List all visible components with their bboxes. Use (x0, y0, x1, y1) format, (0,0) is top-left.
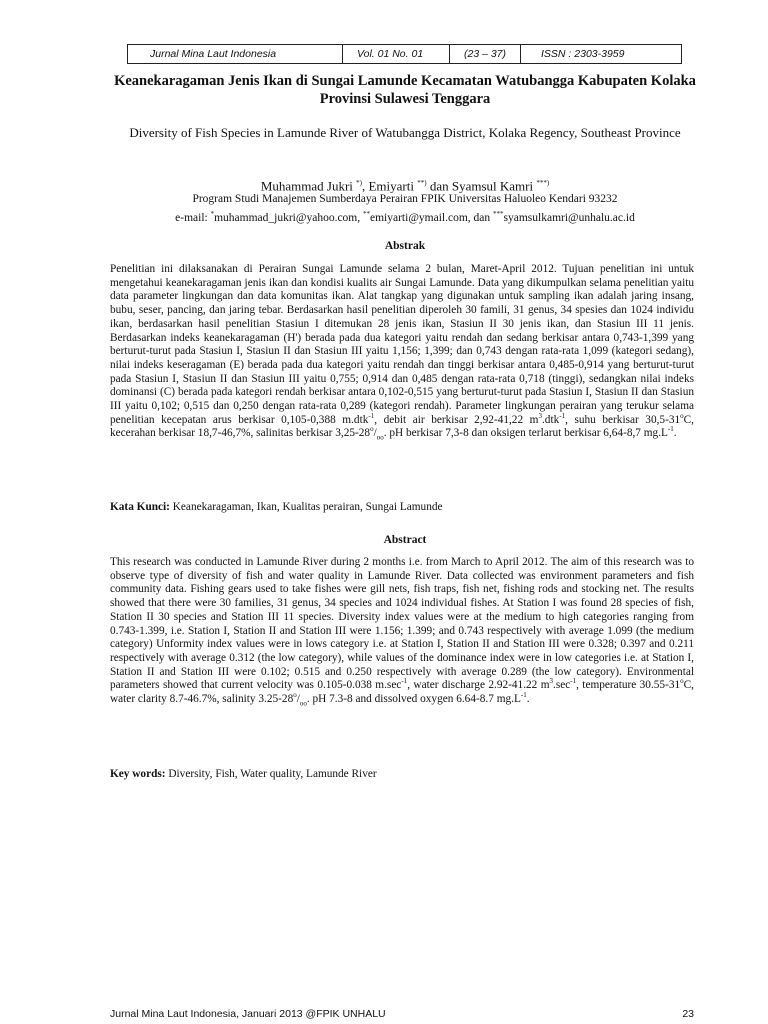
abstrak-text: . pH berkisar 7,3-8 dan oksigen terlarut berkisar 6,64-8,7 mg.L (383, 427, 668, 440)
abstrak-body (110, 263, 694, 441)
key-words (110, 767, 694, 781)
abstrak-text: , suhu berkisar 30,5-31 (565, 413, 681, 426)
email-marker: ** (363, 210, 370, 218)
email-prefix: e-mail: (175, 211, 211, 224)
author-name: Muhammad Jukri (260, 178, 353, 194)
abstract-text: .sec (553, 679, 571, 692)
abstract-sup: -1 (401, 677, 408, 686)
abstract-text: This research was conducted in Lamunde River during 2 months i.e. from March to April 2012. The aim of this research was to observe type of diversity of fish and water quality in Lamunde River. Data collected was environment parameters and fish community data. Fishing gears used to take fishes were gill nets, fish traps, fish net, fishing rods and stocking net. The results showed that there were 30 families, 31 genus, 34 species and 1024 individual fishes. At Station I was found 28 species of fish, Station II 30 species and Station III 11 species. Diversity index values were at the medium to high categories ranging from 0.743-1.399, i.e. Station I, Station II and Station III were 1.156; 1.399; and 0.743 respectively with average 1.099 (the medium category) Unformity index values were in lows category i.e. at Station I, Station II and Station III were 0.328; 0.397 and 0.211 respectively with average 0.312 (the low category), while values of the dominance index were in low categories i.e. at Station I, Station II and Station III were 0.102; 0.515 and 0.250 respectively with average 0.289 (the low category). Environmental parameters showed that current velocity was 0.105-0.038 m.sec (110, 556, 694, 692)
abstract-sub: oo (299, 699, 307, 708)
kata-kunci-text: Keanekaragaman, Ikan, Kualitas perairan, Sungai Lamunde (169, 501, 443, 513)
abstract-text: , water discharge 2.92-41.22 m (407, 679, 550, 692)
abstrak-sup: o (680, 411, 684, 420)
journal-header-table (127, 44, 682, 64)
email-address: syamsulkamri@unhalu.ac.id (503, 211, 635, 224)
abstrak-text: . (673, 427, 677, 440)
key-words-label: Key words: (110, 768, 166, 780)
abstract-text: . (526, 693, 530, 706)
key-words-text: Diversity, Fish, Water quality, Lamunde River (165, 768, 377, 780)
abstract-sup: o (293, 691, 297, 700)
abstract-sup: o (680, 677, 684, 686)
abstrak-sub: oo (376, 433, 384, 442)
journal-volume: Vol. 01 No. 01 (343, 45, 450, 64)
kata-kunci (110, 500, 694, 514)
abstract-body (110, 556, 694, 707)
abstract-text: , temperature 30.55-31 (576, 679, 681, 692)
abstrak-sup: -1 (368, 411, 375, 420)
email-address: muhammad_jukri@yahoo.com, (214, 211, 363, 224)
kata-kunci-label: Kata Kunci: (110, 501, 170, 513)
affiliation: Program Studi Manajemen Sumberdaya Perairan FPIK Universitas Haluoleo Kendari 93232 (192, 193, 618, 205)
abstract-sup: -1 (520, 691, 527, 700)
abstract-text: / (296, 693, 300, 706)
abstract-text: C, water clarity 8.7-46.7%, salinity 3.25-28 (110, 679, 694, 706)
abstract-heading: Abstract (383, 534, 427, 546)
page-footer: Jurnal Mina Laut Indonesia, Januari 2013 @FPIK UNHALU (110, 1008, 386, 1020)
abstract-sup: 3 (549, 677, 553, 686)
journal-pages: (23 – 37) (450, 45, 521, 64)
abstrak-sup: -1 (559, 411, 566, 420)
journal-name: Jurnal Mina Laut Indonesia (128, 45, 343, 64)
abstrak-sup: 3 (538, 411, 542, 420)
email-address: emiyarti@ymail.com, dan (370, 211, 494, 224)
author-marker: *) (356, 179, 362, 187)
author-marker: **) (417, 179, 427, 187)
paper-title-english: Diversity of Fish Species in Lamunde River of Watubangga District, Kolaka Regency, Southeast Province (129, 125, 681, 140)
email-marker: * (210, 210, 215, 218)
abstrak-heading: Abstrak (384, 240, 426, 252)
paper-title-indonesian: Keanekaragaman Jenis Ikan di Sungai Lamunde Kecamatan Watubangga Kabupaten Kolaka Provinsi Sulawesi Tenggara (114, 73, 696, 107)
abstract-text: . pH 7.3-8 and dissolved oxygen 6.64-8.7 mg.L (306, 693, 521, 706)
abstrak-text: , debit air berkisar 2,92-41,22 m (374, 413, 539, 426)
abstrak-text: .dtk (541, 413, 560, 426)
author-marker: ***) (536, 179, 550, 187)
abstrak-sup: -1 (667, 425, 674, 434)
abstrak-sup: o (370, 425, 374, 434)
author-name: , Emiyarti (361, 178, 414, 194)
author-name: dan Syamsul Kamri (426, 178, 534, 194)
email-line (110, 207, 700, 225)
abstrak-text: / (373, 427, 377, 440)
abstrak-text: Penelitian ini dilaksanakan di Perairan Sungai Lamunde selama 2 bulan, Maret-April 2012. Tujuan penelitian ini untuk mengetahui keanekaragaman jenis ikan dan kondisi kualits air Sungai Lamunde. Data yang dikumpulkan selama penelitian yaitu data parameter lingkungan dan data komunitas ikan. Alat tangkap yang digunakan untuk sampling ikan adalah jaring insang, bubu, seser, pancing, dan jaring tebar. Berdasarkan hasil penelitian diperoleh 30 famili, 31 genus, 34 spesies dan 1024 individu ikan, berdasarkan hasil penelitian Stasiun I ditemukan 28 jenis ikan, Stasiun II 30 jenis ikan, dan Stasiun III 11 jenis. Berdasarkan indeks keanekaragaman (H') berada pada dua kategori yaitu rendah dan sedang berkisar antara 0,743-1,399 yang berturut-turut pada Stasiun I, Stasiun II dan Stasiun III yaitu 1,156; 1,399; dan 0,743 dengan rata-rata 1,099 (kategori sedang), nilai indeks keseragaman (E) berada pada dua kategori yaitu rendah dan tinggi berkisar antara 0,485-0,914 yang berturut-turut pada Stasiun I, Stasiun II dan Stasiun III yaitu 0,755; 0,914 dan 0,485 dengan rata-rata 0,718 (tinggi), sedangkan nilai indeks dominansi (C) berada pada kategori rendah berkisar antara 0,102-0,515 yang berturut-turut pada Stasiun I, Stasiun II dan Stasiun III yaitu 0,102; 0,515 dan 0,250 dengan rata-rata 0,289 (kategori rendah). Parameter lingkungan perairan yang terukur selama penelitian kecepatan arus berkisar 0,105-0,388 m.dtk (110, 263, 694, 426)
abstrak-text: C, kecerahan berkisar 18,7-46,7%, salinitas berkisar 3,25-28 (110, 413, 694, 440)
email-marker: *** (493, 210, 504, 218)
page-number: 23 (682, 1008, 694, 1020)
journal-issn: ISSN : 2303-3959 (521, 45, 682, 64)
abstract-sup: -1 (570, 677, 577, 686)
